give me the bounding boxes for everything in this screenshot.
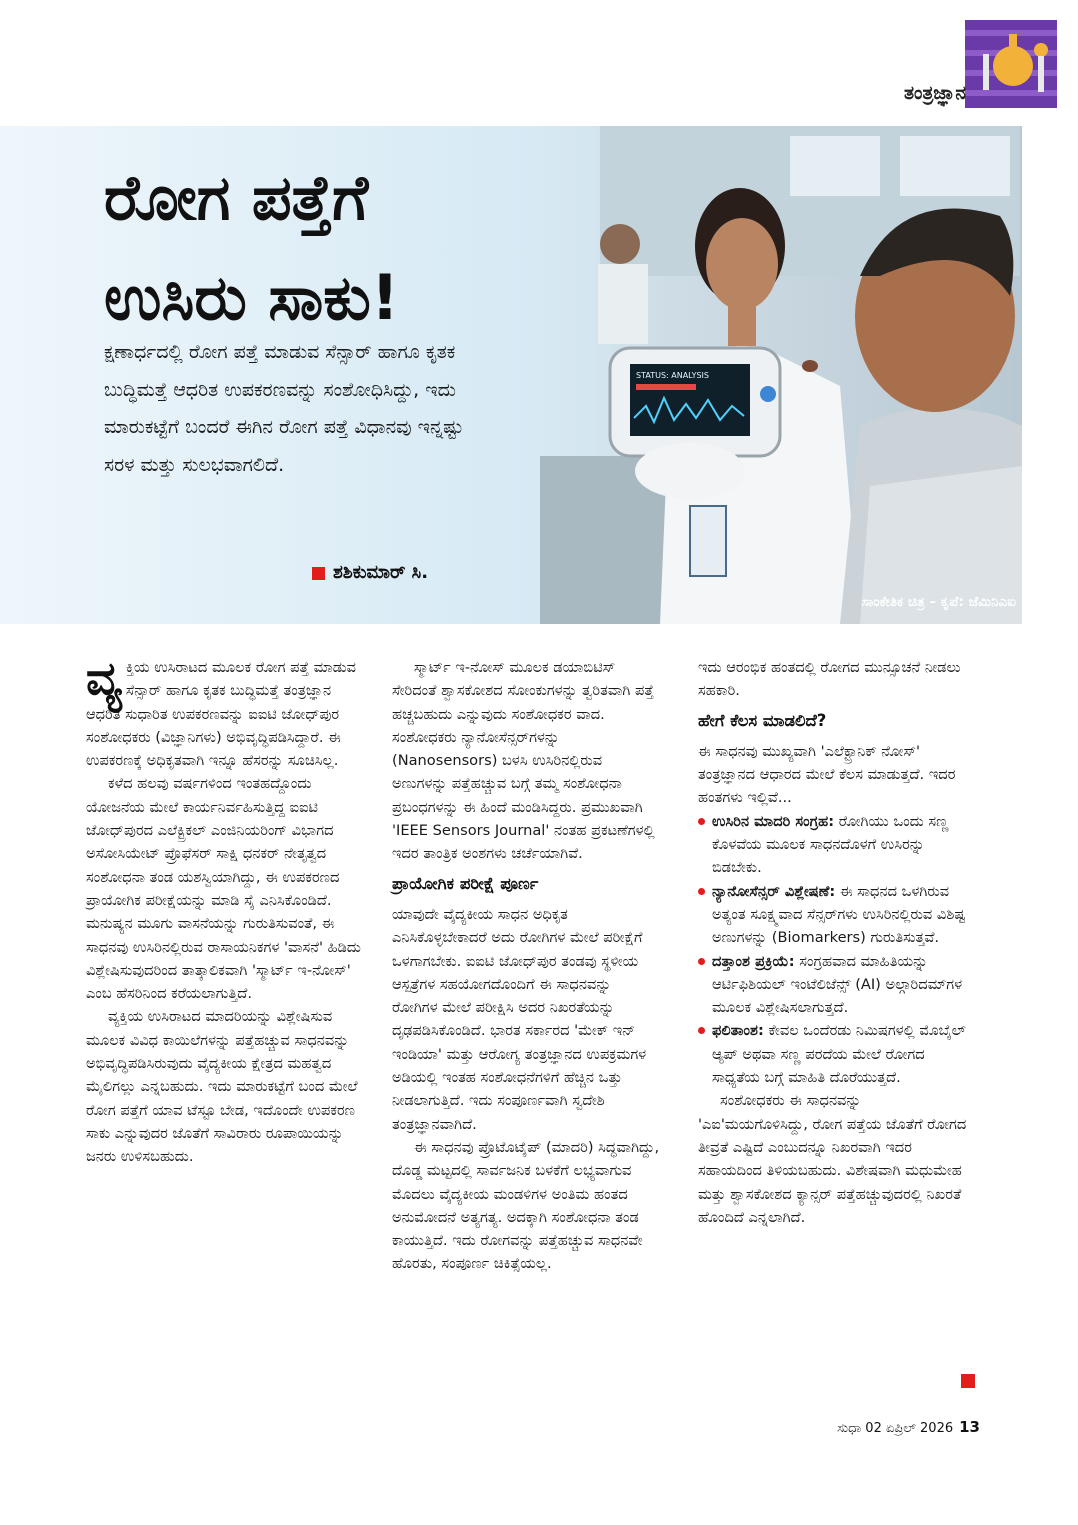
bullet-text: ರೋಗಿಯು ಒಂದು ಸಣ್ಣ ಕೊಳವೆಯ ಮೂಲಕ ಸಾಧನದೊಳಗೆ ಉಸಿರನ್ನು ಬಿಡಬೇಕು.: [712, 812, 949, 877]
paragraph-text: ಕ್ತಿಯ ಉಸಿರಾಟದ ಮೂಲಕ ರೋಗ ಪತ್ತೆ ಮಾಡುವ ಸೆನ್ಸಾರ್ ಹಾಗೂ ಕೃತಕ ಬುದ್ಧಿಮತ್ತೆ ತಂತ್ರಜ್ಞಾನ ಆಧರಿತ ಸುಧಾರಿತ ಉಪಕರಣವನ್ನು ಐಐಟಿ ಜೋಧ್‌ಪುರ ಸಂಶೋಧಕರು (ವಿಜ್ಞಾನಿಗಳು) ಅಭಿವೃದ್ಧಿಪಡಿಸಿದ್ದಾರೆ. ಈ ಉಪಕರಣಕ್ಕೆ ಅಧಿಕೃತವಾಗಿ ಇನ್ನೂ ಹೆಸರನ್ನು ಸೂಚಿಸಿಲ್ಲ.: [86, 659, 357, 770]
article-deck: ಕ್ಷಣಾರ್ಧದಲ್ಲಿ ರೋಗ ಪತ್ತೆ ಮಾಡುವ ಸೆನ್ಸಾರ್ ಹಾಗೂ ಕೃತಕ ಬುದ್ಧಿಮತ್ತೆ ಆಧರಿತ ಉಪಕರಣವನ್ನು ಸಂಶೋಧಿಸಿದ್ದು, ಇದು ಮಾರುಕಟ್ಟೆಗೆ ಬಂದರೆ ಈಗಿನ ರೋಗ ಪತ್ತೆ ವಿಧಾನವು ಇನ್ನಷ್ಟು ಸರಳ ಮತ್ತು ಸುಲಭವಾಗಲಿದೆ.: [104, 341, 464, 476]
paragraph: [86, 651, 370, 772]
folio-text: ಸುಧಾ 02 ಏಪ್ರಿಲ್ 2026: [837, 1421, 954, 1436]
bullet-text: ಕೇವಲ ಒಂದೆರಡು ನಿಮಿಷಗಳಲ್ಲಿ ಮೊಬೈಲ್ ಆ್ಯಪ್ ಅಥವಾ ಸಣ್ಣ ಪರದೆಯ ಮೇಲೆ ರೋಗದ ಸಾಧ್ಯತೆಯ ಬಗ್ಗೆ ಮಾಹಿತಿ ದೊರೆಯುತ್ತದೆ.: [712, 1022, 966, 1087]
article-end-mark-icon: [961, 1374, 975, 1388]
page-folio: [820, 1418, 980, 1436]
bullet-title: ಫಲಿತಾಂಶ:: [712, 1022, 764, 1040]
device-screen-text: STATUS: ANALYSIS: [636, 371, 709, 380]
drop-cap: ವ್ಯ: [86, 651, 122, 705]
headline-line-2: ಉಸಿರು ಸಾಕು!: [104, 261, 400, 334]
bullet-item: [698, 810, 974, 880]
paragraph: ಈ ಸಾಧನವು ಮುಖ್ಯವಾಗಿ 'ಎಲೆಕ್ಟ್ರಾನಿಕ್ ನೋಸ್' ತಂತ್ರಜ್ಞಾನದ ಆಧಾರದ ಮೇಲೆ ಕೆಲಸ ಮಾಡುತ್ತದೆ. ಇದರ ಹಂತಗಳು ಇಲ್ಲಿವೆ...: [698, 742, 956, 807]
article-column-2: [392, 656, 660, 1276]
hero-banner: [0, 126, 1022, 624]
article-column-1: [86, 651, 370, 1169]
section-science-lab-icon: [965, 20, 1057, 108]
byline: [312, 562, 428, 583]
bullet-item: [698, 880, 974, 950]
bullet-title: ನ್ಯಾನೋಸೆನ್ಸರ್ ವಿಶ್ಲೇಷಣೆ:: [712, 882, 836, 900]
bullet-text: ಸಂಗ್ರಹವಾದ ಮಾಹಿತಿಯನ್ನು ಆರ್ಟಿಫಿಶಿಯಲ್ ಇಂಟೆಲಿಜೆನ್ಸ್ (AI) ಅಲ್ಗಾರಿದಮ್‌ಗಳ ಮೂಲಕ ವಿಶ್ಲೇಷಿಸಲಾಗುತ್ತದೆ.: [712, 952, 963, 1017]
page-number: 13: [959, 1418, 980, 1436]
article-headline: [104, 148, 564, 348]
paragraph: ಸಂಶೋಧಕರು ಈ ಸಾಧನವನ್ನು 'ಎಐ'ಮಯಗೊಳಿಸಿದ್ದು, ರೋಗ ಪತ್ತೆಯ ಜೊತೆಗೆ ರೋಗದ ತೀವ್ರತೆ ಎಷ್ಟಿದೆ ಎಂಬುದನ್ನೂ ನಿಖರವಾಗಿ ಇದರ ಸಹಾಯದಿಂದ ತಿಳಿಯಬಹುದು. ವಿಶೇಷವಾಗಿ ಮಧುಮೇಹ ಮತ್ತು ಶ್ವಾಸಕೋಶದ ಕ್ಯಾನ್ಸರ್ ಪತ್ತೆಹಚ್ಚುವುದರಲ್ಲಿ ನಿಖರತೆ ಹೊಂದಿದೆ ಎನ್ನಲಾಗಿದೆ.: [698, 1092, 967, 1226]
subheading: ಹೇಗೆ ಕೆಲಸ ಮಾಡಲಿದೆ?: [698, 710, 827, 730]
article-column-3: [698, 656, 974, 1229]
bullet-item: [698, 1019, 974, 1089]
paragraph: ಈ ಸಾಧನವು ಪ್ರೊಟೊಟೈಪ್ (ಮಾದರಿ) ಸಿದ್ಧವಾಗಿದ್ದು, ದೊಡ್ಡ ಮಟ್ಟದಲ್ಲಿ ಸಾರ್ವಜನಿಕ ಬಳಕೆಗೆ ಲಭ್ಯವಾಗುವ ಮೊದಲು ವೈದ್ಯಕೀಯ ಮಂಡಳಿಗಳ ಅಂತಿಮ ಹಂತದ ಅನುಮೋದನೆ ಅತ್ಯಗತ್ಯ. ಅದಕ್ಕಾಗಿ ಸಂಶೋಧನಾ ತಂಡ ಕಾಯುತ್ತಿದೆ. ಇದು ರೋಗವನ್ನು ಪತ್ತೆಹಚ್ಚುವ ಸಾಧನವೇ ಹೊರತು, ಸಂಪೂರ್ಣ ಚಿಕಿತ್ಸೆಯಲ್ಲ.: [392, 1138, 660, 1273]
paragraph: ಯಾವುದೇ ವೈದ್ಯಕೀಯ ಸಾಧನ ಅಧಿಕೃತ ಎನಿಸಿಕೊಳ್ಳಬೇಕಾದರೆ ಅದು ರೋಗಿಗಳ ಮೇಲೆ ಪರೀಕ್ಷೆಗೆ ಒಳಗಾಗಬೇಕು. ಐಐಟಿ ಜೋಧ್‌ಪುರ ತಂಡವು ಸ್ಥಳೀಯ ಆಸ್ಪತ್ರೆಗಳ ಸಹಯೋಗದೊಂದಿಗೆ ಈ ಸಾಧನವನ್ನು ರೋಗಿಗಳ ಮೇಲೆ ಪರೀಕ್ಷಿಸಿ ಅದರ ನಿಖರತೆಯನ್ನು ದೃಢಪಡಿಸಿಕೊಂಡಿದೆ. ಭಾರತ ಸರ್ಕಾರದ 'ಮೇಕ್ ಇನ್ ಇಂಡಿಯಾ' ಮತ್ತು ಆರೋಗ್ಯ ತಂತ್ರಜ್ಞಾನದ ಉಪಕ್ರಮಗಳ ಅಡಿಯಲ್ಲಿ ಇಂತಹ ಸಂಶೋಧನೆಗಳಿಗೆ ಹೆಚ್ಚಿನ ಒತ್ತು ನೀಡಲಾಗುತ್ತಿದೆ. ಇದು ಸಂಪೂರ್ಣವಾಗಿ ಸ್ವದೇಶಿ ತಂತ್ರಜ್ಞಾನವಾಗಿದೆ.: [392, 905, 647, 1133]
paragraph: ಇದು ಆರಂಭಿಕ ಹಂತದಲ್ಲಿ ರೋಗದ ಮುನ್ಸೂಚನೆ ನೀಡಲು ಸಹಕಾರಿ.: [698, 659, 961, 700]
bullet-text: ಈ ಸಾಧನದ ಒಳಗಿರುವ ಅತ್ಯಂತ ಸೂಕ್ಷ್ಮವಾದ ಸೆನ್ಸರ್‌ಗಳು ಉಸಿರಿನಲ್ಲಿರುವ ವಿಶಿಷ್ಟ ಅಣುಗಳನ್ನು (Biomarkers) ಗುರುತಿಸುತ್ತವೆ.: [712, 882, 966, 947]
subheading: ಪ್ರಾಯೋಗಿಕ ಪರೀಕ್ಷೆ ಪೂರ್ಣ: [392, 873, 539, 893]
bullet-title: ದತ್ತಾಂಶ ಪ್ರಕ್ರಿಯೆ:: [712, 952, 795, 970]
section-label: ತಂತ್ರಜ್ಞಾನ: [903, 82, 966, 104]
paragraph: ವ್ಯಕ್ತಿಯ ಉಸಿರಾಟದ ಮಾದರಿಯನ್ನು ವಿಶ್ಲೇಷಿಸುವ ಮೂಲಕ ವಿವಿಧ ಕಾಯಿಲೆಗಳನ್ನು ಪತ್ತೆಹಚ್ಚುವ ಸಾಧನವನ್ನು ಅಭಿವೃದ್ಧಿಪಡಿಸಿರುವುದು ವೈದ್ಯಕೀಯ ಕ್ಷೇತ್ರದ ಮಹತ್ವದ ಮೈಲಿಗಲ್ಲು ಎನ್ನಬಹುದು. ಇದು ಮಾರುಕಟ್ಟೆಗೆ ಬಂದ ಮೇಲೆ ರೋಗ ಪತ್ತೆಗೆ ಯಾವ ಟೆಸ್ಟೂ ಬೇಡ, ಇದೊಂದೇ ಉಪಕರಣ ಸಾಕು ಎನ್ನುವುದರ ಜೊತೆಗೆ ಸಾವಿರಾರು ರೂಪಾಯಿಯನ್ನು ಜನರು ಉಳಿಸಬಹುದು.: [86, 1008, 358, 1166]
bullet-item: [698, 950, 974, 1020]
lab-breath-test-photo: [540, 126, 1022, 624]
author-name: ಶಶಿಕುಮಾರ್ ಸಿ.: [333, 562, 429, 583]
paragraph: ಕಳೆದ ಹಲವು ವರ್ಷಗಳಿಂದ ಇಂತಹದ್ದೊಂದು ಯೋಜನೆಯ ಮೇಲೆ ಕಾರ್ಯನಿರ್ವಹಿಸುತ್ತಿದ್ದ ಐಐಟಿ ಜೋಧ್‌ಪುರದ ಎಲೆಕ್ಟ್ರಿಕಲ್ ಎಂಜಿನಿಯರಿಂಗ್ ವಿಭಾಗದ ಅಸೋಸಿಯೇಟ್ ಪ್ರೊಫೆಸರ್ ಸಾಕ್ಷಿ ಧನಕರ್ ನೇತೃತ್ವದ ಸಂಶೋಧನಾ ತಂಡ ಯಶಸ್ವಿಯಾಗಿದ್ದು, ಈ ಉಪಕರಣದ ಪ್ರಾಯೋಗಿಕ ಪರೀಕ್ಷೆಯನ್ನು ಮಾಡಿ ಸೈ ಎನಿಸಿಕೊಂಡಿದೆ. ಮನುಷ್ಯನ ಮೂಗು ವಾಸನೆಯನ್ನು ಗುರುತಿಸುವಂತೆ, ಈ ಸಾಧನವು ಉಸಿರಿನಲ್ಲಿರುವ ರಾಸಾಯನಿಕಗಳ 'ವಾಸನೆ' ಹಿಡಿದು ವಿಶ್ಲೇಷಿಸುವುದರಿಂದ ತಾತ್ಕಾಲಿಕವಾಗಿ 'ಸ್ಮಾರ್ಟ್ ಇ-ನೋಸ್' ಎಂಬ ಹೆಸರಿನಿಂದ ಕರೆಯಲಾಗುತ್ತಿದೆ.: [86, 775, 361, 1003]
headline-line-1: ರೋಗ ಪತ್ತೆಗೆ: [104, 161, 369, 234]
byline-marker-icon: [312, 567, 325, 580]
bullet-title: ಉಸಿರಿನ ಮಾದರಿ ಸಂಗ್ರಹ:: [712, 812, 835, 830]
paragraph: ಸ್ಮಾರ್ಟ್ ಇ-ನೋಸ್ ಮೂಲಕ ಡಯಾಬಿಟಿಸ್ ಸೇರಿದಂತೆ ಶ್ವಾಸಕೋಶದ ಸೋಂಕುಗಳನ್ನು ತ್ವರಿತವಾಗಿ ಪತ್ತೆ ಹಚ್ಚಬಹುದು ಎನ್ನುವುದು ಸಂಶೋಧಕರ ವಾದ. ಸಂಶೋಧಕರು ನ್ಯಾನೋಸೆನ್ಸರ್‌ಗಳನ್ನು (Nanosensors) ಬಳಸಿ ಉಸಿರಿನಲ್ಲಿರುವ ಅಣುಗಳನ್ನು ಪತ್ತೆಹಚ್ಚುವ ಬಗ್ಗೆ ತಮ್ಮ ಸಂಶೋಧನಾ ಪ್ರಬಂಧಗಳನ್ನು ಈ ಹಿಂದೆ ಮಂಡಿಸಿದ್ದರು. ಪ್ರಮುಖವಾಗಿ 'IEEE Sensors Journal' ನಂತಹ ಪ್ರಕಟಣೆಗಳಲ್ಲಿ ಇದರ ತಾಂತ್ರಿಕ ಅಂಶಗಳು ಚರ್ಚೆಯಾಗಿವೆ.: [392, 659, 655, 863]
photo-credit: ಸಾಂಕೇತಿಕ ಚಿತ್ರ – ಕೃಪೆ: ಜೆಮಿನಿಎಐ: [861, 594, 1016, 610]
